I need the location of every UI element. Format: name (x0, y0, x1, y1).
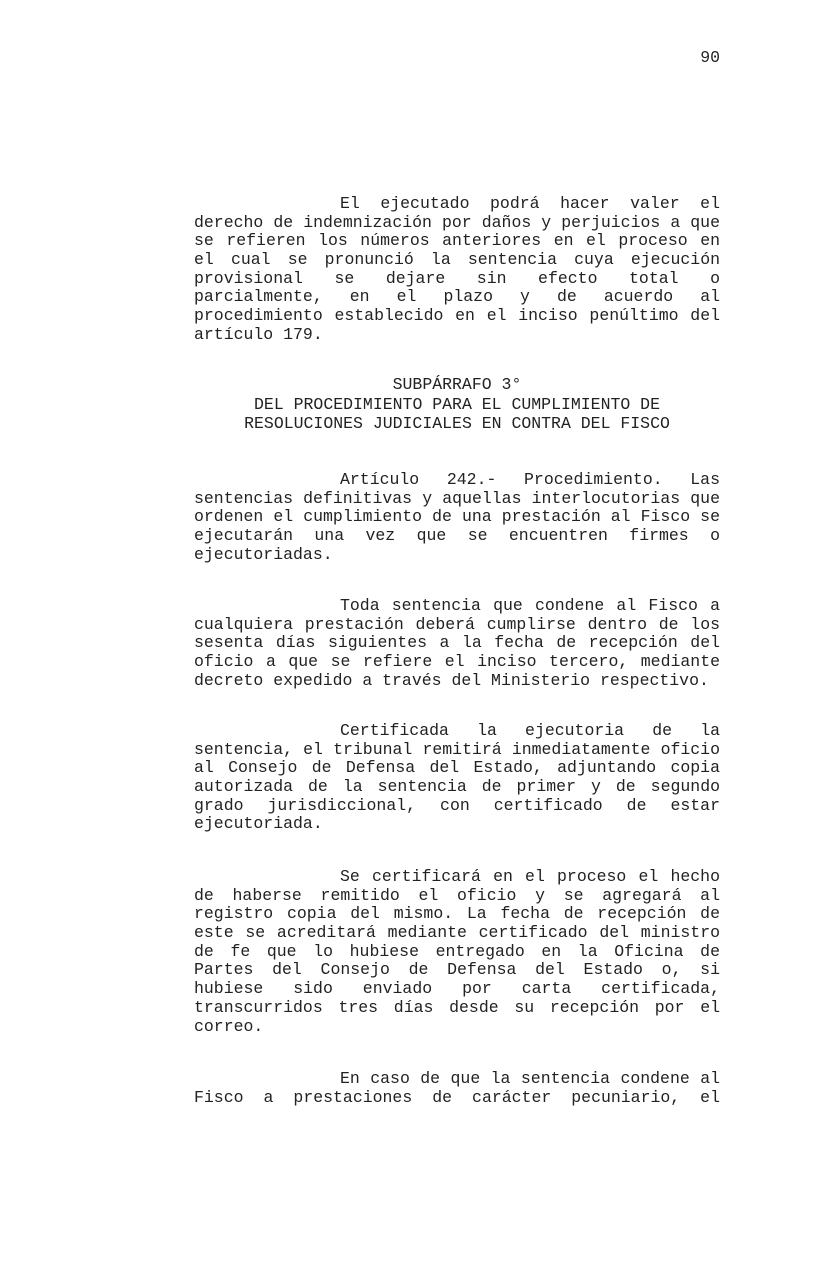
text-line: artículo 179. (194, 324, 323, 344)
text-line: hubiese sido enviado por carta certificada, (194, 979, 720, 999)
text-line: registro copia del mismo. La fecha de recepción de (194, 904, 720, 924)
heading-title-line2: RESOLUCIONES JUDICIALES EN CONTRA DEL FISCO (244, 414, 670, 433)
text-line: En caso de que la sentencia condene al (340, 1069, 720, 1088)
text-line: El ejecutado podrá hacer valer el (340, 194, 720, 213)
text-line: Toda sentencia que condene al Fisco a (340, 596, 720, 615)
text-line: cualquiera prestación deberá cumplirse dentro de los (194, 614, 720, 634)
text-line: provisional se dejare sin efecto total o (194, 268, 720, 288)
paragraph-se-certificara (194, 868, 720, 1036)
text-line: el cual se pronunció la sentencia cuya ejecución (194, 250, 720, 270)
heading-subparrafo: SUBPÁRRAFO 3° (392, 375, 522, 394)
text-line: transcurridos tres días desde su recepción por el (194, 997, 720, 1017)
text-line: se refieren los números anteriores en el proceso en (194, 231, 720, 251)
text-line: al Consejo de Defensa del Estado, adjuntando copia (194, 758, 720, 778)
text-line: ejecutoriada. (194, 814, 323, 834)
page-number: 90 (700, 48, 720, 67)
text-line: Partes del Consejo de Defensa del Estado o, si (194, 960, 720, 980)
paragraph-articulo-242 (194, 471, 720, 564)
text-line: Certificada la ejecutoria de la (340, 721, 720, 740)
text-line: sentencia, el tribunal remitirá inmediatamente oficio (194, 739, 720, 759)
text-line: autorizada de la sentencia de primer y de segundo (194, 777, 720, 797)
text-line: oficio a que se refiere el inciso tercero, mediante (194, 652, 720, 672)
text-line: ejecutoriadas. (194, 544, 333, 564)
text-line: Artículo 242.- Procedimiento. Las (340, 470, 720, 489)
text-line: grado jurisdiccional, con certificado de estar (194, 795, 720, 815)
text-line: Se certificará en el proceso el hecho (340, 867, 720, 886)
paragraph-en-caso (194, 1070, 720, 1107)
text-line: parcialmente, en el plazo y de acuerdo al (194, 287, 720, 307)
text-line: decreto expedido a través del Ministerio respectivo. (194, 670, 709, 690)
text-line: este se acreditará mediante certificado del ministro (194, 923, 720, 943)
text-line: ordenen el cumplimiento de una prestación al Fisco se (194, 507, 720, 527)
text-line: ejecutarán una vez que se encuentren firmes o (194, 526, 720, 546)
text-line: de fe que lo hubiese entregado en la Oficina de (194, 941, 720, 961)
paragraph-ejecutado (194, 195, 720, 345)
section-heading (194, 375, 720, 434)
text-line: sentencias definitivas y aquellas interlocutorias que (194, 488, 720, 508)
paragraph-toda-sentencia (194, 597, 720, 690)
text-line: derecho de indemnización por daños y perjuicios a que (194, 212, 720, 232)
paragraph-certificada (194, 722, 720, 834)
text-line: sesenta días siguientes a la fecha de recepción del (194, 633, 720, 653)
text-line: procedimiento establecido en el inciso penúltimo del (194, 306, 720, 326)
text-line: de haberse remitido el oficio y se agregará al (194, 885, 720, 905)
text-line: Fisco a prestaciones de carácter pecuniario, el (194, 1087, 720, 1107)
heading-title-line1: DEL PROCEDIMIENTO PARA EL CUMPLIMIENTO DE (254, 394, 660, 414)
text-line: correo. (194, 1016, 264, 1036)
